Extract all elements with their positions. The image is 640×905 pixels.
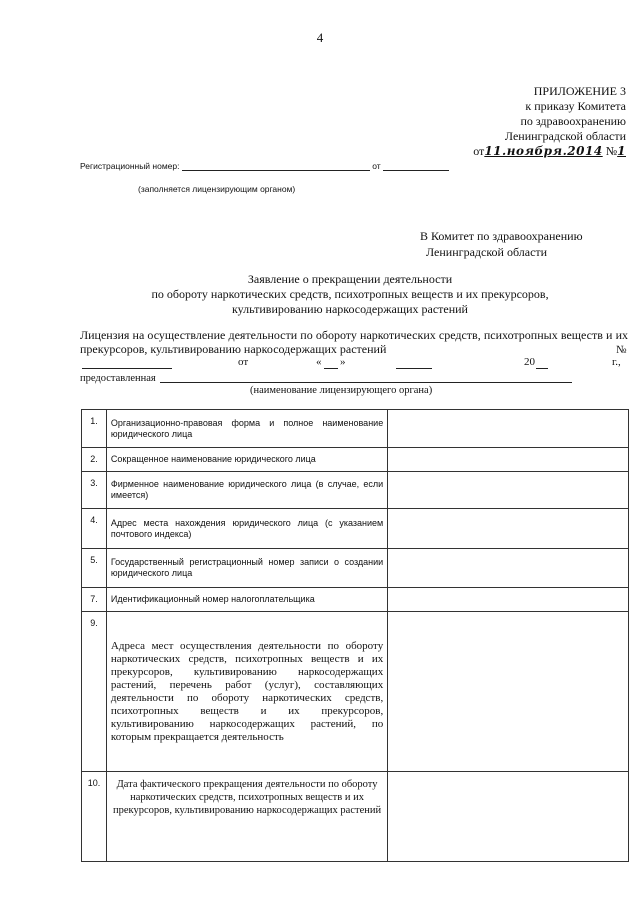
provided-label: предоставленная xyxy=(80,373,156,384)
quote-open: « xyxy=(316,356,322,368)
license-text: Лицензия на осуществление деятельности по обороту наркотических средств, психотропных веществ и их прекурсоров, культивированию наркосодержащих растений xyxy=(80,328,628,356)
addressee-line: В Комитет по здравоохранению xyxy=(420,229,583,243)
page-number: 4 xyxy=(316,30,324,45)
handwritten-date: 11.ноября.2014 xyxy=(484,144,603,158)
license-day-field[interactable] xyxy=(324,368,338,369)
document-title xyxy=(60,272,640,317)
row-value-field[interactable] xyxy=(388,772,629,862)
row-value-field[interactable] xyxy=(388,588,629,612)
row-value-field[interactable] xyxy=(388,612,629,772)
row-description: Организационно-правовая форма и полное наименование юридического лица xyxy=(106,410,387,448)
addressee-line: Ленинградской области xyxy=(426,245,548,259)
row-number: 3. xyxy=(82,472,107,509)
table-row xyxy=(82,588,629,612)
row-description: Сокращенное наименование юридического лица xyxy=(106,448,387,472)
quote-close: » xyxy=(340,356,346,368)
row-value-field[interactable] xyxy=(388,549,629,588)
year-suffix: г., xyxy=(612,356,621,368)
row-value-field[interactable] xyxy=(388,509,629,549)
row-value-field[interactable] xyxy=(388,410,629,448)
title-line: Заявление о прекращении деятельности xyxy=(247,272,453,286)
row-description: Адреса мест осуществления деятельности по обороту наркотических средств, психотропных веществ и их прекурсоров, культивированию наркосодержащих растений, перечень работ (услуг), составляющих деятельности по обороту наркотических средств, психотропных веществ и их прекурсоров, культивированию наркосодержащих растений, по которым прекращается деятельность xyxy=(106,612,387,772)
registration-from-label: от xyxy=(372,161,381,171)
application-table xyxy=(81,409,629,862)
registration-number-field[interactable] xyxy=(182,160,370,171)
row-description: Фирменное наименование юридического лица (в случае, если имеется) xyxy=(106,472,387,509)
table-row xyxy=(82,612,629,772)
number-prefix: № xyxy=(605,144,618,158)
table-row xyxy=(82,410,629,448)
year-prefix: 20 xyxy=(524,356,535,368)
row-value-field[interactable] xyxy=(388,472,629,509)
appendix-header xyxy=(473,84,626,159)
row-description: Государственный регистрационный номер записи о создании юридического лица xyxy=(106,549,387,588)
row-number: 1. xyxy=(82,410,107,448)
license-from: от xyxy=(238,356,249,368)
licensing-body-field[interactable] xyxy=(160,382,572,383)
appendix-title: ПРИЛОЖЕНИЕ 3 xyxy=(533,84,626,98)
appendix-line: Ленинградской области xyxy=(504,129,626,143)
license-number-sign: № xyxy=(616,344,627,356)
table-row xyxy=(82,772,629,862)
license-number-field[interactable] xyxy=(82,368,172,369)
table-row xyxy=(82,509,629,549)
license-year-field[interactable] xyxy=(536,368,548,369)
registration-number-row xyxy=(80,160,500,171)
row-number: 5. xyxy=(82,549,107,588)
date-prefix: от xyxy=(473,144,485,158)
registration-note: (заполняется лицензирующим органом) xyxy=(138,184,296,194)
handwritten-number: 1 xyxy=(617,144,626,158)
appendix-date-line xyxy=(473,144,626,159)
row-number: 9. xyxy=(82,612,107,772)
registration-date-field[interactable] xyxy=(383,160,449,171)
registration-label: Регистрационный номер: xyxy=(80,161,180,171)
addressee xyxy=(420,228,583,260)
row-description: Адрес места нахождения юридического лица (с указанием почтового индекса) xyxy=(106,509,387,549)
row-number: 10. xyxy=(82,772,107,862)
license-month-field[interactable] xyxy=(396,368,432,369)
appendix-line: к приказу Комитета xyxy=(525,99,626,113)
row-number: 7. xyxy=(82,588,107,612)
table-row xyxy=(82,549,629,588)
table-row xyxy=(82,448,629,472)
title-line: культивированию наркосодержащих растений xyxy=(232,302,468,316)
title-line: по обороту наркотических средств, психотропных веществ и их прекурсоров, xyxy=(151,287,549,301)
row-description: Дата фактического прекращения деятельности по обороту наркотических средств, психотропных веществ и их прекурсоров, культивированию наркосодержащих растений xyxy=(106,772,387,862)
row-number: 4. xyxy=(82,509,107,549)
provided-note: (наименование лицензирующего органа) xyxy=(250,385,433,396)
row-description: Идентификационный номер налогоплательщика xyxy=(106,588,387,612)
table-row xyxy=(82,472,629,509)
row-number: 2. xyxy=(82,448,107,472)
appendix-line: по здравоохранению xyxy=(520,114,626,128)
row-value-field[interactable] xyxy=(388,448,629,472)
